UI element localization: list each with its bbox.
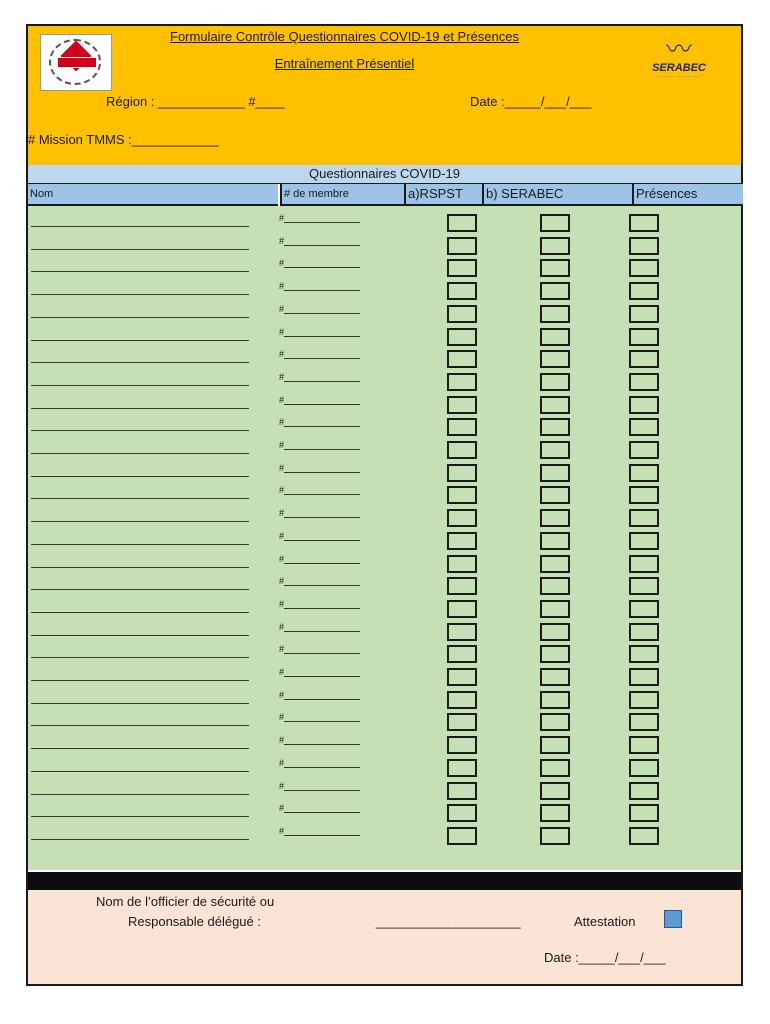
table-row [28,371,741,393]
name-field[interactable] [31,668,249,681]
rspst-checkbox[interactable] [447,600,477,618]
member-prefix: # [279,757,285,768]
table-row [28,802,741,824]
rspst-checkbox[interactable] [447,713,477,731]
col-header-rspst: a)RSPST [404,184,482,206]
officer-label-line2: Responsable délégué : [128,914,261,929]
serabec-checkbox[interactable] [540,396,570,414]
name-field[interactable] [31,214,249,227]
name-field[interactable] [31,464,249,477]
member-number-field[interactable] [279,621,360,632]
member-number-field[interactable] [279,530,360,541]
name-field[interactable] [31,623,249,636]
member-prefix: # [279,326,285,337]
member-prefix: # [279,213,285,223]
rspst-checkbox[interactable] [447,418,477,436]
name-field[interactable] [31,691,249,704]
table-row [28,257,741,279]
table-row [28,711,741,733]
serabec-checkbox[interactable] [540,328,570,346]
serabec-checkbox[interactable] [540,441,570,459]
member-number-field[interactable] [279,326,360,337]
table-row [28,235,741,257]
member-number-field[interactable] [279,643,360,654]
member-number-field[interactable] [279,575,360,586]
region-field[interactable]: Région : ____________ #____ [106,94,285,109]
name-field[interactable] [31,259,249,272]
serabec-checkbox[interactable] [540,555,570,573]
rspst-checkbox[interactable] [447,441,477,459]
rspst-checkbox[interactable] [447,532,477,550]
serabec-checkbox[interactable] [540,509,570,527]
table-row [28,734,741,756]
serabec-checkbox[interactable] [540,259,570,277]
member-number-field[interactable] [279,802,360,813]
header-date-field[interactable]: Date :_____/___/___ [470,94,592,109]
presence-checkbox[interactable] [629,555,659,573]
rspst-checkbox[interactable] [447,305,477,323]
member-prefix: # [279,576,285,587]
presence-checkbox[interactable] [629,282,659,300]
presence-checkbox[interactable] [629,464,659,482]
rspst-checkbox[interactable] [447,804,477,822]
member-number-field[interactable] [279,303,360,314]
presence-checkbox[interactable] [629,441,659,459]
name-field[interactable] [31,555,249,568]
member-prefix: # [279,825,285,836]
presence-checkbox[interactable] [629,532,659,550]
presence-checkbox[interactable] [629,509,659,527]
member-number-field[interactable] [279,507,360,518]
name-field[interactable] [31,509,249,522]
table-row [28,757,741,779]
table-row [28,666,741,688]
member-number-field[interactable] [279,553,360,564]
table-row [28,280,741,302]
member-prefix: # [279,667,285,677]
table-row [28,462,741,484]
presence-checkbox[interactable] [629,600,659,618]
serabec-checkbox[interactable] [540,804,570,822]
serabec-checkbox[interactable] [540,600,570,618]
serabec-checkbox[interactable] [540,486,570,504]
table-row [28,326,741,348]
form-frame [26,24,743,986]
table-row [28,507,741,529]
table-row [28,530,741,552]
table-row [28,484,741,506]
attestation-checkbox[interactable] [664,910,682,928]
officer-label-line1: Nom de l’officier de sécurité ou [96,894,275,909]
serabec-checkbox[interactable] [540,713,570,731]
bird-icon: 〰 [665,34,692,64]
name-field[interactable] [31,759,249,772]
name-field[interactable] [31,328,249,341]
member-prefix: # [279,485,285,496]
rspst-checkbox[interactable] [447,759,477,777]
name-field[interactable] [31,713,249,726]
table-row [28,643,741,665]
table-row [28,394,741,416]
presence-checkbox[interactable] [629,237,659,255]
serabec-checkbox[interactable] [540,668,570,686]
rspst-checkbox[interactable] [447,577,477,595]
rspst-checkbox[interactable] [447,668,477,686]
presence-checkbox[interactable] [629,713,659,731]
serabec-checkbox[interactable] [540,464,570,482]
serabec-checkbox[interactable] [540,214,570,232]
member-prefix: # [279,349,285,360]
form-subtitle: Entraînement Présentiel [274,56,415,71]
serabec-checkbox[interactable] [540,350,570,368]
member-number-field[interactable] [279,257,360,268]
member-prefix: # [279,303,285,314]
col-header-member: # de membre [280,184,404,206]
name-field[interactable] [31,577,249,590]
name-field[interactable] [31,532,249,545]
member-prefix: # [279,553,285,564]
serabec-checkbox[interactable] [540,237,570,255]
presence-checkbox[interactable] [629,668,659,686]
name-field[interactable] [31,305,249,318]
table-row [28,416,741,438]
col-header-presences: Présences [632,184,743,206]
member-prefix: # [279,735,285,746]
member-number-field[interactable] [279,598,360,609]
serabec-checkbox[interactable] [540,418,570,436]
member-number-field[interactable] [279,235,360,246]
member-prefix: # [279,394,285,405]
form-header [28,26,741,167]
member-prefix: # [279,371,285,382]
member-prefix: # [279,803,285,814]
presence-checkbox[interactable] [629,350,659,368]
rspst-checkbox[interactable] [447,350,477,368]
table-row [28,689,741,711]
rspst-checkbox[interactable] [447,464,477,482]
footer-date-field[interactable]: Date :_____/___/___ [544,950,666,965]
rspst-checkbox[interactable] [447,645,477,663]
rspst-checkbox[interactable] [447,782,477,800]
rspst-checkbox[interactable] [447,237,477,255]
member-prefix: # [279,621,285,632]
presence-checkbox[interactable] [629,759,659,777]
mission-field[interactable]: # Mission TMMS :____________ [28,132,219,147]
rspst-checkbox[interactable] [447,827,477,845]
rspst-checkbox[interactable] [447,259,477,277]
presence-checkbox[interactable] [629,736,659,754]
table-row [28,439,741,461]
member-number-field[interactable] [279,394,360,405]
rspst-checkbox[interactable] [447,214,477,232]
serabec-checkbox[interactable] [540,736,570,754]
serabec-checkbox[interactable] [540,305,570,323]
rspst-checkbox[interactable] [447,396,477,414]
presence-checkbox[interactable] [629,691,659,709]
name-field[interactable] [31,827,249,840]
table-row [28,621,741,643]
name-field[interactable] [31,600,249,613]
serabec-logo: 〰 SERABEC ······························· [634,36,724,96]
name-field[interactable] [31,418,249,431]
name-field[interactable] [31,237,249,250]
member-prefix: # [279,281,285,292]
rspst-checkbox[interactable] [447,623,477,641]
divider-bar [28,872,741,890]
presence-checkbox[interactable] [629,328,659,346]
rspst-checkbox[interactable] [447,691,477,709]
presence-checkbox[interactable] [629,645,659,663]
serabec-checkbox[interactable] [540,282,570,300]
section-title: Questionnaires COVID-19 [28,165,741,184]
presence-checkbox[interactable] [629,623,659,641]
name-field[interactable] [31,645,249,658]
member-number-field[interactable] [279,757,360,768]
form-title: Formulaire Contrôle Questionnaires COVID-19 et Présences [170,29,519,44]
name-field[interactable] [31,736,249,749]
member-prefix: # [279,508,285,519]
member-prefix: # [279,530,285,541]
member-number-field[interactable] [279,711,360,722]
table-row [28,575,741,597]
presence-checkbox[interactable] [629,418,659,436]
member-number-field[interactable] [279,689,360,700]
member-prefix: # [279,258,285,269]
table-row [28,348,741,370]
table-row [28,780,741,802]
col-header-name: Nom [28,184,278,206]
member-prefix: # [279,598,285,609]
member-number-field[interactable] [279,462,360,473]
serabec-checkbox[interactable] [540,827,570,845]
member-number-field[interactable] [279,416,360,427]
presence-checkbox[interactable] [629,577,659,595]
attendance-table [28,206,741,870]
rspst-checkbox[interactable] [447,509,477,527]
serabec-checkbox[interactable] [540,373,570,391]
presence-checkbox[interactable] [629,396,659,414]
member-prefix: # [279,689,285,700]
member-prefix: # [279,235,285,246]
serabec-checkbox[interactable] [540,577,570,595]
member-prefix: # [279,417,285,428]
member-prefix: # [279,440,285,450]
name-field[interactable] [31,282,249,295]
name-field[interactable] [31,486,249,499]
col-header-serabec: b) SERABEC [482,184,632,206]
name-field[interactable] [31,804,249,817]
member-number-field[interactable] [279,484,360,495]
rspst-checkbox[interactable] [447,282,477,300]
name-field[interactable] [31,373,249,386]
member-prefix: # [279,712,285,723]
table-row [28,553,741,575]
member-number-field[interactable] [279,666,360,677]
member-number-field[interactable] [279,212,360,223]
name-field[interactable] [31,782,249,795]
table-row [28,825,741,847]
presence-checkbox[interactable] [629,373,659,391]
rspst-checkbox[interactable] [447,373,477,391]
member-prefix: # [279,780,285,791]
rspst-checkbox[interactable] [447,555,477,573]
member-number-field[interactable] [279,439,360,450]
name-field[interactable] [31,396,249,409]
serabec-checkbox[interactable] [540,759,570,777]
form-footer [28,890,741,984]
serabec-checkbox[interactable] [540,645,570,663]
member-number-field[interactable] [279,371,360,382]
member-prefix: # [279,644,285,655]
name-field[interactable] [31,350,249,363]
table-row [28,598,741,620]
officer-signature-field[interactable]: ____________________ [376,914,521,929]
presence-checkbox[interactable] [629,259,659,277]
serabec-checkbox[interactable] [540,623,570,641]
member-number-field[interactable] [279,734,360,745]
serabec-checkbox[interactable] [540,782,570,800]
presence-checkbox[interactable] [629,486,659,504]
member-number-field[interactable] [279,348,360,359]
presence-checkbox[interactable] [629,827,659,845]
name-field[interactable] [31,441,249,454]
presence-checkbox[interactable] [629,305,659,323]
table-row [28,212,741,234]
table-row [28,303,741,325]
rspst-checkbox[interactable] [447,328,477,346]
presence-checkbox[interactable] [629,782,659,800]
member-number-field[interactable] [279,280,360,291]
member-number-field[interactable] [279,825,360,836]
serabec-checkbox[interactable] [540,691,570,709]
rspst-checkbox[interactable] [447,486,477,504]
attestation-label: Attestation [574,914,636,929]
presence-checkbox[interactable] [629,214,659,232]
member-number-field[interactable] [279,780,360,791]
presence-checkbox[interactable] [629,804,659,822]
rspst-checkbox[interactable] [447,736,477,754]
serabec-checkbox[interactable] [540,532,570,550]
member-prefix: # [279,462,285,473]
